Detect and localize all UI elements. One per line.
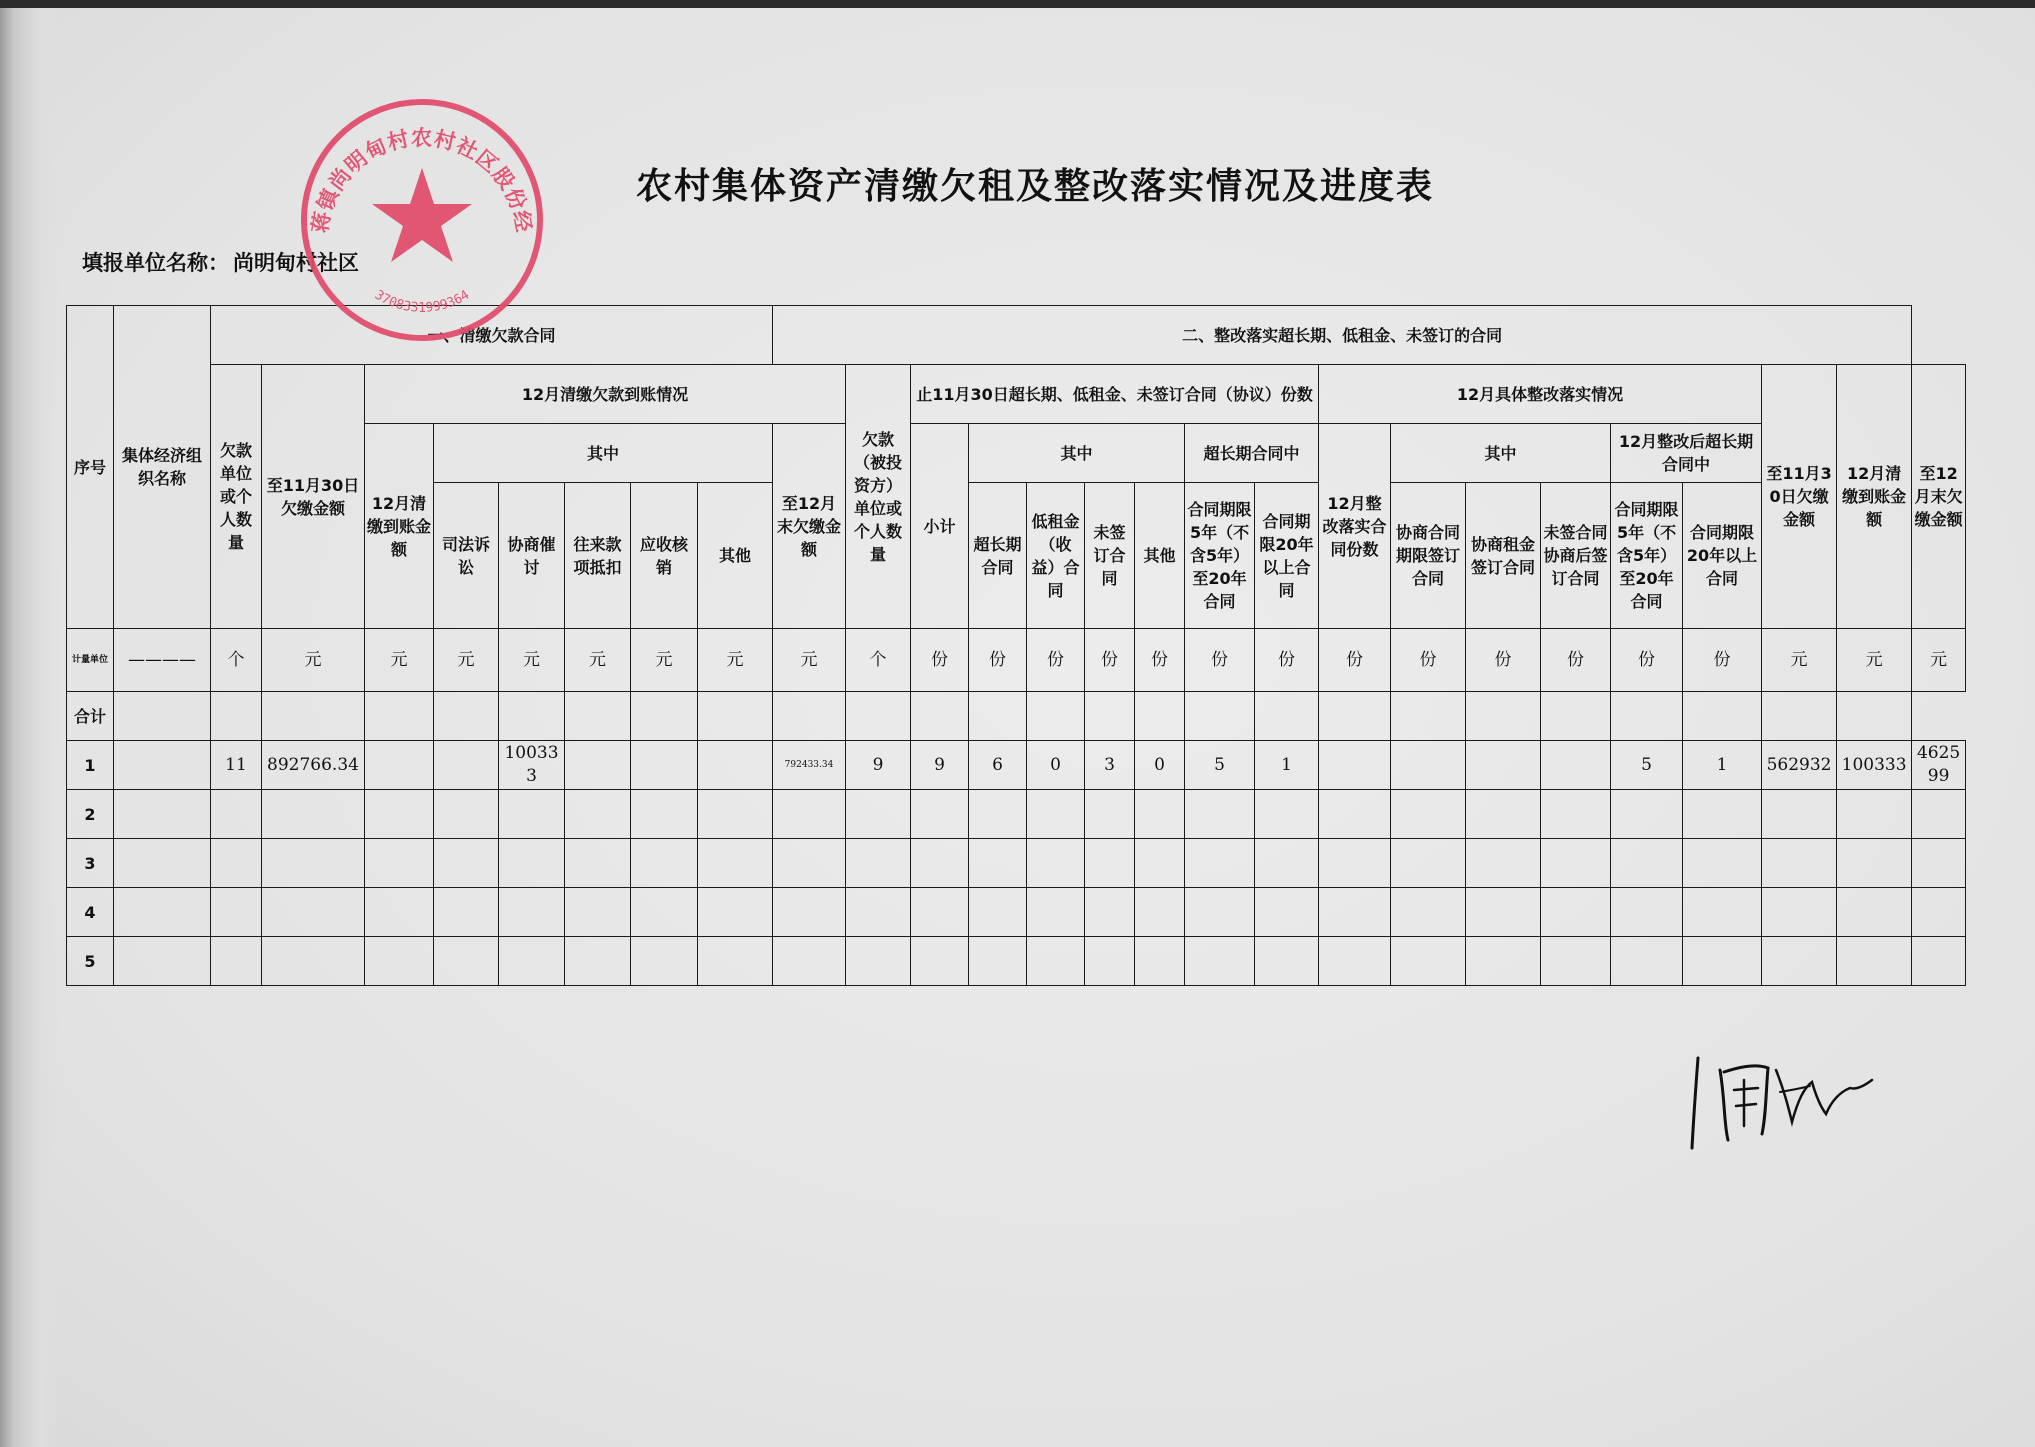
unit-cell: 份 [1611,629,1683,692]
table-cell [698,839,773,888]
table-cell [1255,937,1319,986]
table-cell [499,790,565,839]
table-cell [911,937,969,986]
row-seq: 4 [67,888,114,937]
table-cell [1541,741,1611,790]
unit-cell: 份 [1027,629,1085,692]
header-other: 其他 [698,483,773,629]
table-cell [434,790,499,839]
table-cell [1466,888,1541,937]
scan-top-edge [0,0,2035,8]
table-cell [114,741,211,790]
table-cell [698,790,773,839]
table-cell [1255,888,1319,937]
table-cell [1391,937,1466,986]
table-cell [565,741,631,790]
table-cell [1541,839,1611,888]
table-cell: 0 [1135,741,1185,790]
table-cell: 892766.34 [262,741,365,790]
table-cell [1466,937,1541,986]
table-cell [1683,839,1762,888]
unit-cell: 份 [1391,629,1466,692]
table-cell [631,937,698,986]
unit-cell: 份 [969,629,1027,692]
header-section1: 一、清缴欠款合同 [211,306,773,365]
header-over-long: 超长期合同 [969,483,1027,629]
header-renegotiate-term: 协商合同期限签订合同 [1391,483,1466,629]
header-term-20-plus-b: 合同期限20年以上合同 [1683,483,1762,629]
table-cell [846,790,911,839]
unit-cell: 份 [1085,629,1135,692]
table-cell [1319,741,1391,790]
table-cell [565,790,631,839]
header-term-5-20b: 合同期限5年（不含5年）至20年合同 [1611,483,1683,629]
table-cell [846,839,911,888]
table-cell [1255,839,1319,888]
table-cell: 100333 [499,741,565,790]
document-title: 农村集体资产清缴欠租及整改落实情况及进度表 [635,166,1434,207]
unit-row [67,629,1966,692]
table-row [67,888,1966,937]
table-cell [1466,790,1541,839]
seal-graphic [292,90,552,350]
header-term-5-20: 合同期限5年（不含5年）至20年合同 [1185,483,1255,629]
table-cell: 9 [911,741,969,790]
table-cell [911,839,969,888]
table-cell: 5 [1611,741,1683,790]
unit-cell: 元 [262,629,365,692]
table-cell [1541,888,1611,937]
table-cell: 100333 [1837,741,1912,790]
table-cell: 6 [969,741,1027,790]
table-cell: 3 [1085,741,1135,790]
header-write-off: 应收核销 [631,483,698,629]
header-unsigned-renegotiated: 未签合同协商后签订合同 [1541,483,1611,629]
total-row [67,692,1966,741]
signature-graphic [1680,1030,1880,1160]
table-cell [365,888,434,937]
table-cell [211,839,262,888]
table-row [67,839,1966,888]
table-cell [1837,839,1912,888]
unit-cell: 份 [1541,629,1611,692]
svg-text:3708331999364 [372,288,472,316]
table-cell [1837,888,1912,937]
table-cell [1319,888,1391,937]
table-cell [1762,937,1837,986]
table-cell [211,937,262,986]
table-cell: 11 [211,741,262,790]
table-cell [1912,937,1966,986]
seal-star-icon [372,168,472,262]
table-cell [365,741,434,790]
table-cell [1027,888,1085,937]
header-offset: 往来款项抵扣 [565,483,631,629]
table-cell [1837,790,1912,839]
table-cell [1837,937,1912,986]
unit-cell: 个 [211,629,262,692]
unit-cell: 份 [1135,629,1185,692]
header-of-which: 其中 [434,424,773,483]
table-row [67,790,1966,839]
header-debtor-count2: 欠款（被投资方）单位或个人数量 [846,365,911,629]
header-negotiation: 协商催讨 [499,483,565,629]
table-cell [1319,839,1391,888]
table-cell [499,839,565,888]
header-judicial: 司法诉讼 [434,483,499,629]
table-cell [1135,839,1185,888]
table-cell [1762,888,1837,937]
table-cell [1027,790,1085,839]
table-cell [1085,839,1135,888]
table-cell [565,839,631,888]
table-cell [1391,741,1466,790]
row-seq: 3 [67,839,114,888]
table-cell [262,839,365,888]
official-seal [292,90,552,350]
table-cell [365,790,434,839]
table-row [67,741,1966,790]
table-cell: 0 [1027,741,1085,790]
table-cell [1085,790,1135,839]
table-cell: 562932 [1762,741,1837,790]
unit-cell: 份 [1466,629,1541,692]
unit-cell: 元 [365,629,434,692]
header-debtor-count: 欠款单位或个人数量 [211,365,262,629]
unit-cell: 元 [1837,629,1912,692]
table-cell [1912,888,1966,937]
table-cell [773,790,846,839]
header-dec-received: 12月清缴到账金额 [365,424,434,629]
table-cell [565,937,631,986]
unit-cell: 元 [631,629,698,692]
progress-table-wrapper [66,305,1966,986]
table-cell [911,790,969,839]
table-cell [846,937,911,986]
header-of-which3: 其中 [1391,424,1611,483]
header-owed-nov30: 至11月30日欠缴金额 [262,365,365,629]
table-cell [1185,937,1255,986]
unit-cell: 元 [1912,629,1966,692]
table-cell: 462599 [1912,741,1966,790]
table-cell [211,888,262,937]
table-cell [1611,888,1683,937]
table-cell: 5 [1185,741,1255,790]
table-row [67,937,1966,986]
table-cell [698,741,773,790]
header-subtotal: 小计 [911,424,969,629]
header-dec-rectified-count: 12月整改落实合同份数 [1319,424,1391,629]
table-cell [434,839,499,888]
table-cell [1135,937,1185,986]
total-row-label: 合计 [67,692,114,741]
table-cell [631,888,698,937]
scan-left-shadow [0,8,60,1447]
header-owed-nov30b: 至11月30日欠缴金额 [1762,365,1837,629]
seal-ring-text: 蒋镇尚明甸村农村社区股份经 [307,125,537,235]
header-term-20-plus: 合同期限20年以上合同 [1255,483,1319,629]
header-low-rent: 低租金（收益）合同 [1027,483,1085,629]
table-cell [1683,790,1762,839]
unit-cell: 元 [565,629,631,692]
header-other2: 其他 [1135,483,1185,629]
header-dec-collection: 12月清缴欠款到账情况 [365,365,846,424]
table-cell [211,790,262,839]
table-cell [114,790,211,839]
table-cell [434,937,499,986]
header-section2: 二、整改落实超长期、低租金、未签订的合同 [773,306,1912,365]
table-cell [1255,790,1319,839]
table-cell [1319,790,1391,839]
handwritten-signature [1680,1030,1880,1160]
table-cell [565,888,631,937]
table-cell [846,888,911,937]
table-cell [1683,888,1762,937]
table-cell [114,839,211,888]
table-cell [1762,790,1837,839]
table-cell: 1 [1255,741,1319,790]
table-cell [969,888,1027,937]
table-cell: 792433.34 [773,741,846,790]
table-cell [1185,888,1255,937]
row-seq: 2 [67,790,114,839]
header-of-which2: 其中 [969,424,1185,483]
unit-cell: 元 [773,629,846,692]
header-owed-dec-end-b: 至12月末欠缴金额 [1912,365,1966,629]
reporting-unit-label: 填报单位名称： [82,251,229,275]
table-cell: 9 [846,741,911,790]
table-cell [969,839,1027,888]
table-cell [1541,937,1611,986]
table-cell [969,937,1027,986]
table-cell [1611,790,1683,839]
header-seq: 序号 [67,306,114,629]
row-seq: 1 [67,741,114,790]
header-dec-after-rectify: 12月整改后超长期合同中 [1611,424,1762,483]
unit-cell: 份 [911,629,969,692]
table-cell [631,790,698,839]
table-cell [1135,888,1185,937]
table-cell [365,937,434,986]
table-cell [1762,839,1837,888]
table-cell [1085,888,1135,937]
table-cell [773,839,846,888]
table-cell [1319,937,1391,986]
unit-cell: 元 [698,629,773,692]
unit-cell: 个 [846,629,911,692]
table-cell [1912,839,1966,888]
table-cell [114,888,211,937]
header-renegotiate-rent: 协商租金签订合同 [1466,483,1541,629]
table-cell [911,888,969,937]
table-cell [1912,790,1966,839]
table-cell: 1 [1683,741,1762,790]
table-cell [1391,790,1466,839]
table-cell [434,741,499,790]
header-dec-rectify: 12月具体整改落实情况 [1319,365,1762,424]
table-cell [1135,790,1185,839]
header-unsigned: 未签订合同 [1085,483,1135,629]
table-cell [434,888,499,937]
table-cell [969,790,1027,839]
unit-cell: 份 [1185,629,1255,692]
table-cell [114,937,211,986]
unit-dash: ———— [114,629,211,692]
table-cell [1185,790,1255,839]
table-cell [698,888,773,937]
table-cell [262,937,365,986]
table-cell [1085,937,1135,986]
header-org-name: 集体经济组织名称 [114,306,211,629]
unit-cell: 份 [1683,629,1762,692]
unit-cell: 份 [1255,629,1319,692]
table-cell [499,937,565,986]
table-cell [631,741,698,790]
unit-cell: 元 [434,629,499,692]
table-cell [773,888,846,937]
row-seq: 5 [67,937,114,986]
table-cell [262,888,365,937]
header-contracts-nov30: 止11月30日超长期、低租金、未签订合同（协议）份数 [911,365,1319,424]
table-cell [1185,839,1255,888]
table-cell [365,839,434,888]
unit-cell: 份 [1319,629,1391,692]
unit-cell: 元 [499,629,565,692]
header-owed-dec-end: 至12月末欠缴金额 [773,424,846,629]
table-cell [773,937,846,986]
table-cell [698,937,773,986]
table-cell [1541,790,1611,839]
table-cell [262,790,365,839]
header-over-long-among: 超长期合同中 [1185,424,1319,483]
header-dec-received-b: 12月清缴到账金额 [1837,365,1912,629]
seal-code-text: 3708331999364 [371,287,473,316]
unit-cell: 元 [1762,629,1837,692]
table-cell [1466,839,1541,888]
table-cell [1027,839,1085,888]
table-cell [1611,937,1683,986]
table-cell [499,888,565,937]
table-cell [1611,839,1683,888]
table-cell [1027,937,1085,986]
reporting-unit-name: 尚明甸村社区 [233,251,359,275]
table-cell [1391,888,1466,937]
unit-row-label: 计量单位 [67,629,114,692]
table-cell [631,839,698,888]
progress-table [66,305,1966,986]
table-cell [1391,839,1466,888]
table-cell [1466,741,1541,790]
table-cell [1683,937,1762,986]
